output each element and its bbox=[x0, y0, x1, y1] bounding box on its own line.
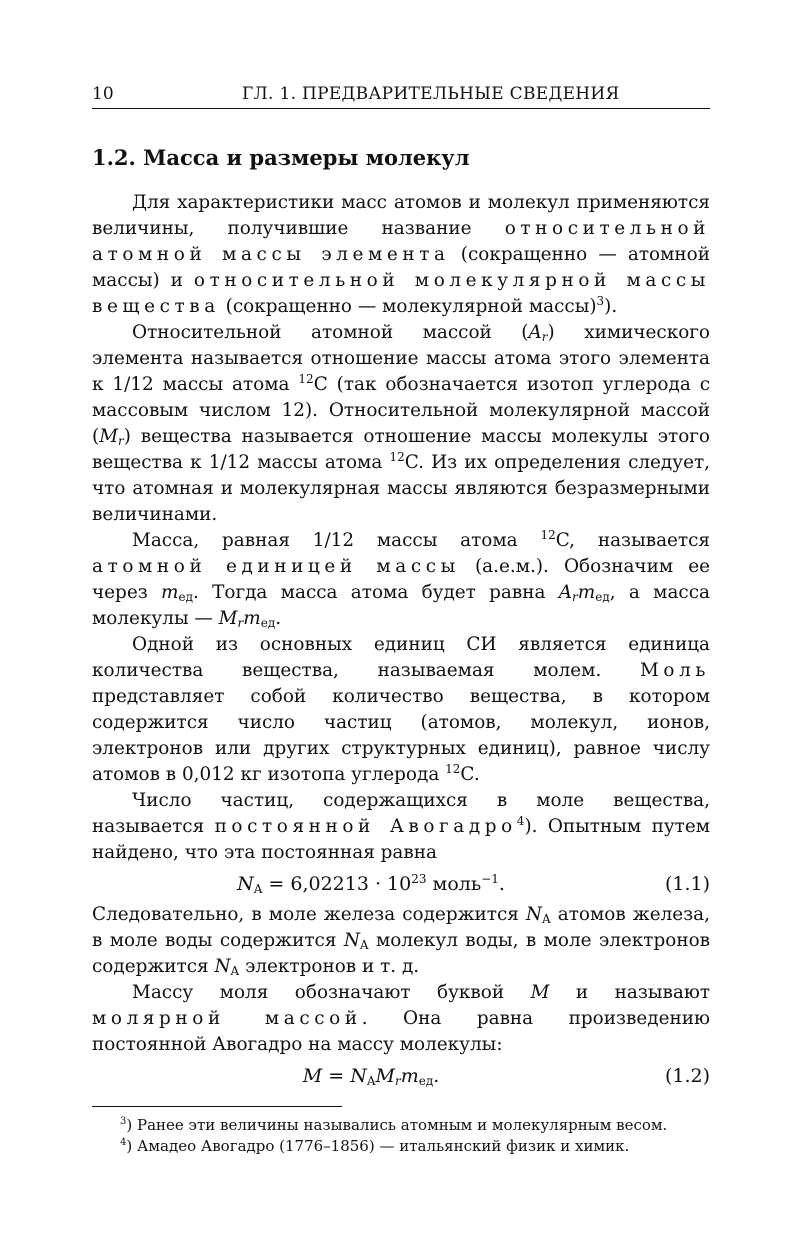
paragraph-4: Одной из основных единиц СИ является единица количества вещества, называемая молем. Моль представляет собой количество вещества, в котором содержится число частиц (атомов, молекул, ионов, электронов или других структурных единиц), равное числу атомов в 0,012 кг изотопа углерода $^{12}$C. bbox=[92, 634, 710, 785]
page bbox=[92, 84, 710, 1157]
term-mole: Моль bbox=[640, 660, 710, 681]
equation-1-1: $N_A = 6,02213 \cdot 10^{23}$ моль$^{-1}$. (1.1) bbox=[237, 872, 710, 896]
equation-number: (1.1) bbox=[664, 873, 710, 895]
paragraph-7: Массу моля обозначают буквой M и называют молярной массой. Она равна произведению постоянной Авогадро на массу молекулы: bbox=[92, 982, 710, 1055]
equation-number: (1.2) bbox=[664, 1065, 710, 1087]
term-atomic-mass-unit: атомной единицей массы bbox=[92, 556, 460, 577]
footnote-3: $^3$) Ранее эти величины назывались атомным и молекулярным весом. bbox=[120, 1116, 668, 1134]
term-relative-atomic-mass: относительной атомной массы элемента bbox=[92, 218, 710, 265]
paragraph-6: Следовательно, в моле железа содержится $N_A$ атомов железа, в моле воды содержится $N_A$ молекул воды, в моле электронов содержится $N_A$ электронов и т. д. bbox=[92, 904, 711, 978]
running-header bbox=[92, 84, 710, 109]
paragraph-3: Масса, равная 1/12 массы атома $^{12}$C, называется атомной единицей массы (а.е.м.). Обозначим ее через $m_{ед}$. Тогда масса атома будет равна $A_rm_{ед}$, а масса молекулы — $M_rm_{ед}$. bbox=[92, 528, 711, 630]
term-molar-mass: молярной массой bbox=[92, 1008, 362, 1029]
chapter-title: ГЛ. 1. ПРЕДВАРИТЕЛЬНЫЕ СВЕДЕНИЯ bbox=[242, 84, 620, 104]
section-title: 1.2. Масса и размеры молекул bbox=[92, 145, 470, 170]
term-avogadro-constant: постоянной Авогадро bbox=[214, 816, 517, 837]
paragraph-5: Число частиц, содержащихся в моле вещества, называется постоянной Авогадро$^4$). Опытным путем найдено, что эта постоянная равна bbox=[92, 790, 711, 863]
footnote-divider bbox=[92, 1106, 342, 1107]
footnote-ref-4: 4 bbox=[516, 814, 525, 828]
equation-1-2: $M = N_AM_rm_{ед}$. (1.2) bbox=[302, 1065, 710, 1088]
footnote-4: $^4$) Амадео Авогадро (1776–1856) — итальянский физик и химик. bbox=[120, 1137, 630, 1155]
paragraph-2: Относительной атомной массой $(A_r)$ химического элемента называется отношение массы атома этого элемента к 1/12 массы атома $^{12}$C (так обозначается изотоп углерода с массовым числом 12). Относительной молекулярной массой $(M_r)$ вещества называется отношение массы молекулы этого вещества к 1/12 массы атома $^{12}$C. Из их определения следует, что атомная и молекулярная массы являются безразмерными величинами. bbox=[92, 322, 711, 525]
term-relative-molecular-mass: относительной молекулярной массы вещества bbox=[92, 270, 710, 317]
paragraph-1: Для характеристики масс атомов и молекул применяются величины, получившие название относительной атомной массы элемента (сокращенно — атомной массы) и относительной молекулярной массы вещества (сокращенно — молекулярной массы)$^3$). bbox=[92, 192, 710, 317]
page-number: 10 bbox=[92, 84, 114, 104]
footnote-ref-3: 3 bbox=[596, 294, 605, 308]
